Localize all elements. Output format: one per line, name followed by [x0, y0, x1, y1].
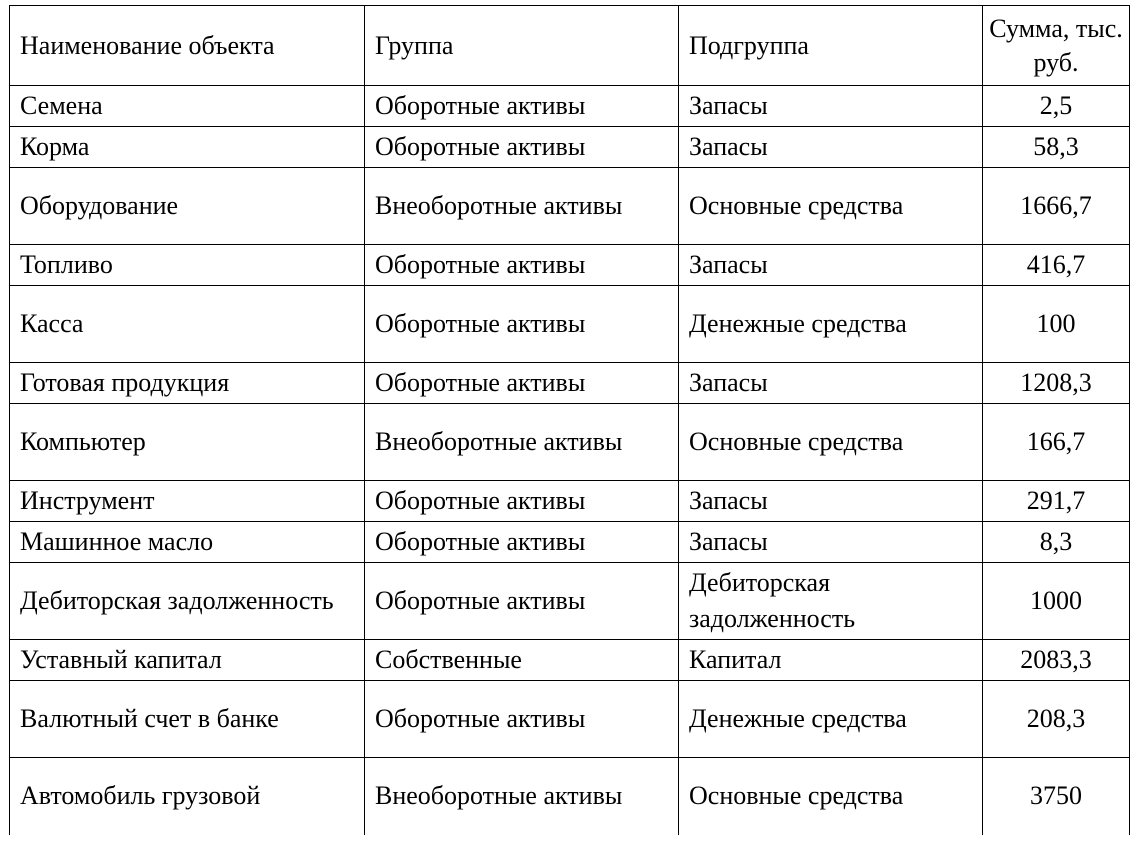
cell-name: Компьютер	[10, 404, 365, 481]
cell-group: Оборотные активы	[365, 563, 679, 640]
cell-group: Оборотные активы	[365, 522, 679, 563]
header-sum: Сумма, тыс. руб.	[983, 6, 1130, 86]
cell-subgroup: Запасы	[679, 86, 983, 127]
cell-subgroup: Запасы	[679, 522, 983, 563]
cell-subgroup: Запасы	[679, 127, 983, 168]
table-row	[10, 640, 1130, 681]
cell-group: Внеоборотные активы	[365, 404, 679, 481]
cell-name: Готовая продукция	[10, 363, 365, 404]
cell-name: Корма	[10, 127, 365, 168]
cell-group: Оборотные активы	[365, 286, 679, 363]
cell-sum: 1666,7	[983, 168, 1130, 245]
table-row	[10, 363, 1130, 404]
cell-name: Машинное масло	[10, 522, 365, 563]
table-row	[10, 245, 1130, 286]
cell-subgroup: Дебиторская задолженность	[679, 563, 983, 640]
cell-sum: 291,7	[983, 481, 1130, 522]
table-header-row	[10, 6, 1130, 86]
cell-name: Семена	[10, 86, 365, 127]
cell-sum: 2,5	[983, 86, 1130, 127]
header-name: Наименование объекта	[10, 6, 365, 86]
cell-subgroup: Основные средства	[679, 168, 983, 245]
cell-name: Уставный капитал	[10, 640, 365, 681]
table-row	[10, 127, 1130, 168]
table-row	[10, 86, 1130, 127]
table-row	[10, 286, 1130, 363]
table-row	[10, 481, 1130, 522]
cell-subgroup: Денежные средства	[679, 681, 983, 758]
cell-sum: 416,7	[983, 245, 1130, 286]
cell-name: Касса	[10, 286, 365, 363]
cell-subgroup: Основные средства	[679, 758, 983, 835]
cell-sum: 100	[983, 286, 1130, 363]
cell-sum: 8,3	[983, 522, 1130, 563]
cell-sum: 208,3	[983, 681, 1130, 758]
cell-group: Оборотные активы	[365, 245, 679, 286]
cell-subgroup: Запасы	[679, 245, 983, 286]
cell-name: Инструмент	[10, 481, 365, 522]
cell-group: Внеоборотные активы	[365, 168, 679, 245]
cell-name: Топливо	[10, 245, 365, 286]
cell-name: Валютный счет в банке	[10, 681, 365, 758]
table-row	[10, 168, 1130, 245]
cell-group: Собственные	[365, 640, 679, 681]
cell-sum: 2083,3	[983, 640, 1130, 681]
header-group: Группа	[365, 6, 679, 86]
cell-subgroup: Запасы	[679, 481, 983, 522]
cell-group: Оборотные активы	[365, 363, 679, 404]
cell-subgroup: Основные средства	[679, 404, 983, 481]
cell-group: Внеоборотные активы	[365, 758, 679, 835]
cell-sum: 58,3	[983, 127, 1130, 168]
cell-subgroup: Капитал	[679, 640, 983, 681]
header-subgroup: Подгруппа	[679, 6, 983, 86]
cell-name: Автомобиль грузовой	[10, 758, 365, 835]
table-row	[10, 522, 1130, 563]
assets-table	[9, 5, 1130, 835]
cell-group: Оборотные активы	[365, 681, 679, 758]
cell-group: Оборотные активы	[365, 86, 679, 127]
cell-group: Оборотные активы	[365, 127, 679, 168]
cell-subgroup: Запасы	[679, 363, 983, 404]
table-row	[10, 563, 1130, 640]
table-row	[10, 404, 1130, 481]
cell-group: Оборотные активы	[365, 481, 679, 522]
cell-sum: 166,7	[983, 404, 1130, 481]
table-row	[10, 758, 1130, 835]
table-row	[10, 681, 1130, 758]
cell-sum: 1000	[983, 563, 1130, 640]
cell-sum: 1208,3	[983, 363, 1130, 404]
cell-name: Дебиторская задолженность	[10, 563, 365, 640]
cell-name: Оборудование	[10, 168, 365, 245]
cell-subgroup: Денежные средства	[679, 286, 983, 363]
cell-sum: 3750	[983, 758, 1130, 835]
